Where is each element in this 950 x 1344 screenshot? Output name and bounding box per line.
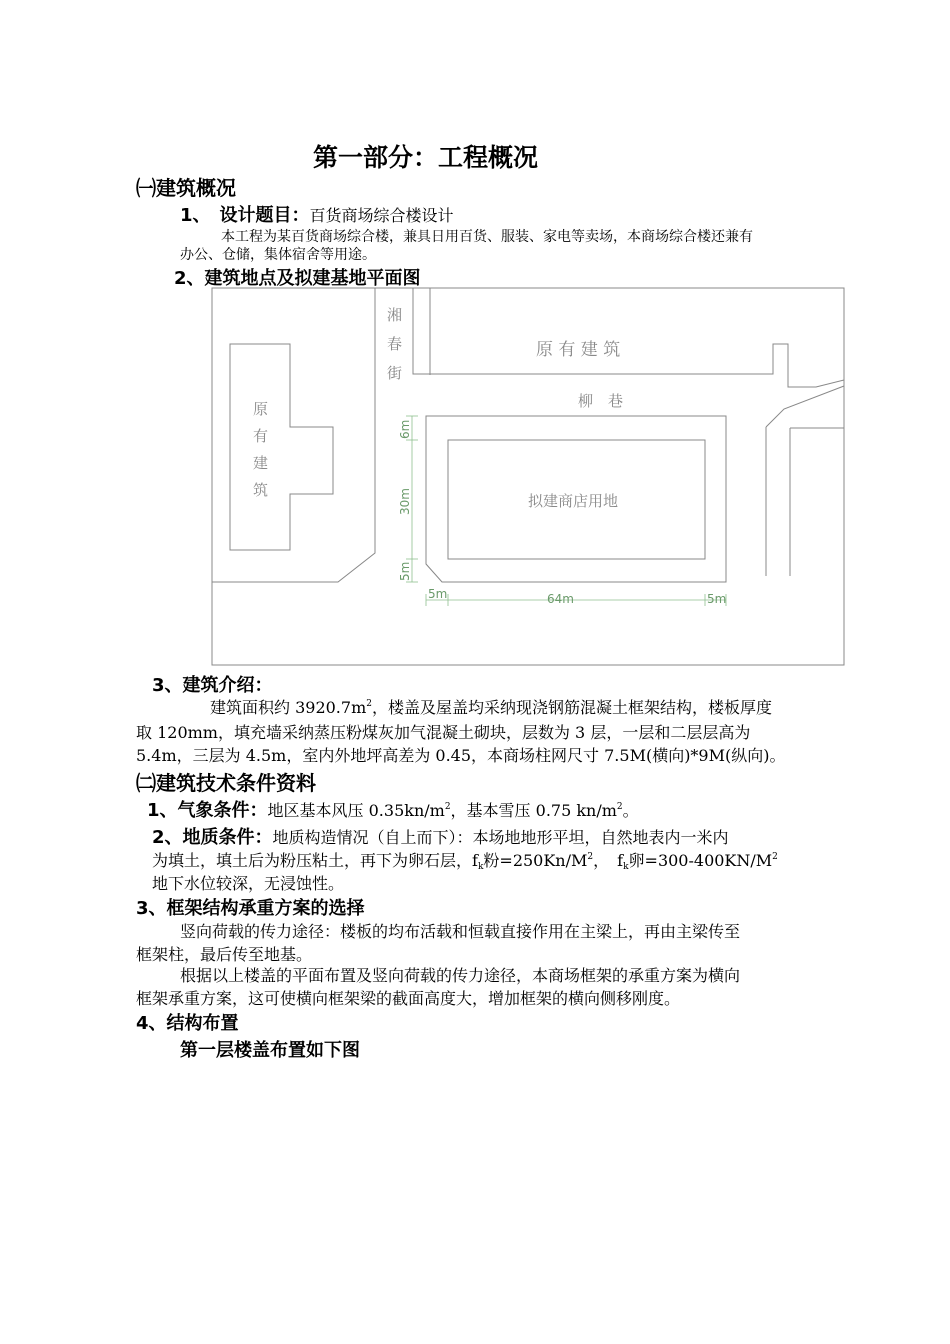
street-left-boundary (212, 288, 375, 582)
item3-line2: 取 120mm，填充墙采纳蒸压粉煤灰加气混凝土砌块，层数为 3 层，一层和二层层高为 (136, 723, 751, 742)
item3-label: 3、建筑介绍： (152, 675, 273, 696)
dim-5m-left-label: 5m (428, 587, 448, 601)
geology-line2-a: 为填土，填土后为粉压粘土，再下为卵石层，f (152, 851, 478, 870)
dim-6m-label: 6m (398, 419, 412, 439)
existing-building-top (413, 288, 844, 387)
geology-sup-1: 2 (587, 852, 594, 862)
plan-frame (212, 288, 844, 665)
dim-5m-right-label: 5m (707, 592, 727, 606)
section4-heading: 4、结构布置 (136, 1013, 239, 1034)
weather-text-a: 地区基本风压 0.35kn/m (267, 801, 445, 820)
section1-heading: ㈠建筑概况 (136, 176, 236, 200)
weather-sup-a: 2 (444, 802, 451, 812)
weather-text-c: 。 (622, 801, 639, 820)
street-char-3: 街 (387, 364, 403, 382)
existing-top-label: 原 有 建 筑 (536, 340, 621, 360)
street-char-1: 湘 (387, 306, 403, 324)
geology-sup-2: 2 (772, 852, 778, 862)
section3-p1-line1: 竖向荷载的传力途径：楼板的均布活载和恒载直接作用在主梁上，再由主梁传至 (180, 922, 741, 941)
geology-line2-c: ， f (593, 851, 624, 870)
item2-label: 2、建筑地点及拟建基地平面图 (174, 268, 421, 289)
item3-sup: 2 (366, 699, 372, 709)
geology-label: 2、地质条件： (152, 827, 273, 848)
existing-left-char-2: 有 (253, 427, 269, 445)
weather-label: 1、气象条件： (147, 800, 268, 821)
existing-left-char-4: 筑 (253, 481, 269, 499)
geology-line2-b: 粉=250Kn/M (483, 851, 588, 870)
item1-row (180, 201, 454, 227)
page-title: 第一部分：工程概况 (313, 143, 539, 172)
existing-building-left (230, 344, 333, 550)
section4-subheading: 第一层楼盖布置如下图 (180, 1040, 360, 1061)
weather-text-b: ，基本雪压 0.75 kn/m (450, 801, 617, 820)
existing-left-char-3: 建 (253, 454, 269, 472)
section3-p2-line2: 框架承重方案，这可使横向框架梁的截面高度大，增加框架的横向侧移刚度。 (136, 989, 681, 1008)
item1-desc-line1: 本工程为某百货商场综合楼，兼具日用百货、服装、家电等卖场，本商场综合楼还兼有 (221, 229, 753, 245)
existing-building-right (766, 386, 844, 576)
item3-line1-b: ，楼盖及屋盖均采纳现浇钢筋混凝土框架结构，楼板厚度 (371, 698, 772, 717)
item1-label: 1、 设计题目： (180, 205, 310, 226)
geology-line1: 地质构造情况（自上而下）：本场地地形平坦，自然地表内一米内 (272, 828, 729, 847)
street-char-2: 春 (387, 335, 403, 353)
geology-sub-1: k (477, 862, 484, 872)
section2-heading: ㈡建筑技术条件资料 (136, 771, 316, 795)
geology-sub-2: k (623, 862, 629, 872)
section3-p1-line2: 框架柱，最后传至地基。 (136, 945, 313, 964)
item1-value: 百货商场综合楼设计 (309, 206, 454, 225)
item3-line3: 5.4m，三层为 4.5m，室内外地坪高差为 0.45，本商场柱网尺寸 7.5M(横向)*9M(纵向)。 (136, 746, 786, 765)
geology-row-3: 地下水位较深，无浸蚀性。 (152, 874, 345, 893)
item3-line1 (210, 695, 772, 718)
section3-p2-line1: 根据以上楼盖的平面布置及竖向荷载的传力途径，本商场框架的承重方案为横向 (180, 966, 741, 985)
existing-left-char-1: 原 (253, 400, 269, 418)
weather-sup-b: 2 (616, 802, 623, 812)
dim-64m-label: 64m (547, 592, 574, 606)
existing-building-right-inner (790, 428, 844, 576)
site-plan-diagram (210, 287, 846, 667)
lane-label: 柳 巷 (578, 392, 624, 410)
section3-heading: 3、框架结构承重方案的选择 (136, 898, 365, 919)
weather-row (147, 796, 639, 822)
site-label: 拟建商店用地 (528, 492, 619, 510)
item3-line1-a: 建筑面积约 3920.7m (210, 698, 367, 717)
geology-line2-d: 卵=300-400KN/M (628, 851, 773, 870)
geology-row-2 (152, 848, 778, 871)
item1-desc-line2: 办公、仓储，集体宿舍等用途。 (180, 247, 376, 263)
dim-5m-vertical-label: 5m (398, 561, 412, 581)
dim-30m-label: 30m (398, 488, 412, 515)
geology-row-1 (152, 823, 729, 849)
